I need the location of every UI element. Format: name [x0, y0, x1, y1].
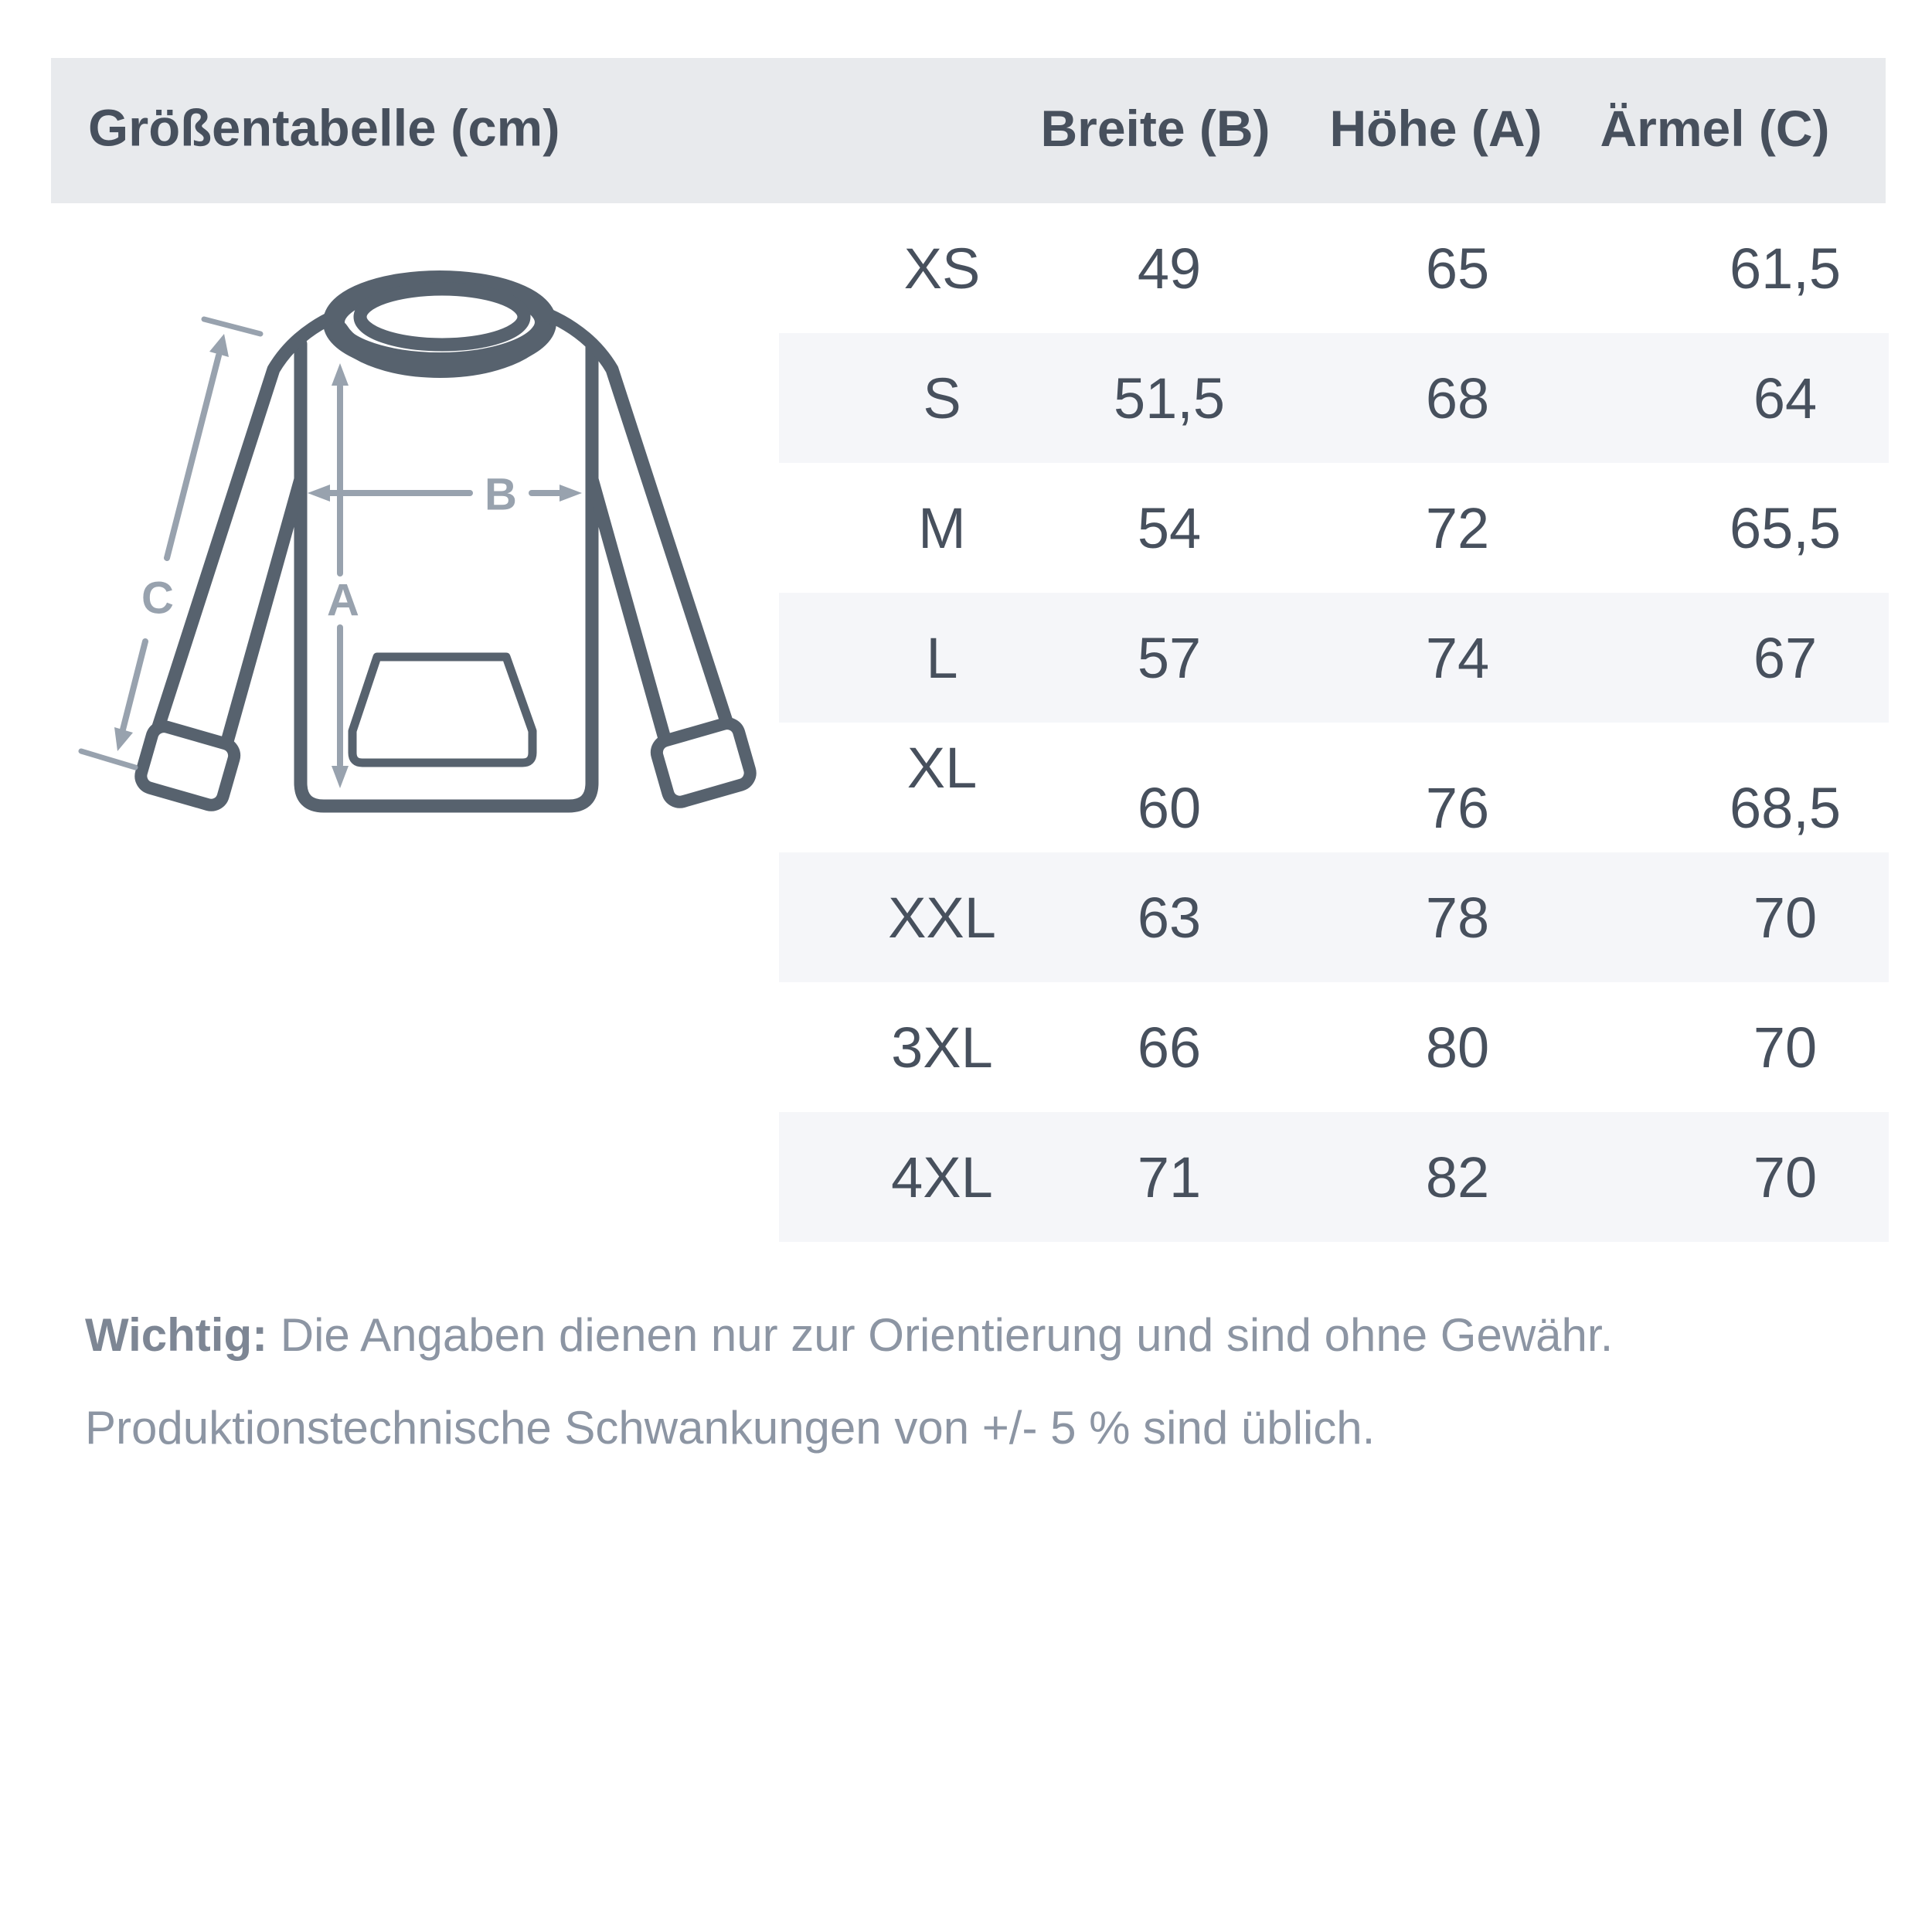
- label-hoehe-A: A: [327, 575, 359, 626]
- size-label: XXL: [888, 885, 996, 950]
- table-row: [779, 463, 1889, 593]
- aermel-value: 68,5: [1729, 775, 1842, 840]
- hoodie-outline-icon: [138, 281, 753, 808]
- table-row: [779, 982, 1889, 1112]
- hoehe-value: 68: [1425, 366, 1490, 430]
- aermel-value: 70: [1753, 885, 1818, 950]
- table-row: [779, 333, 1889, 463]
- disclaimer-line-2: [85, 1382, 1613, 1475]
- breite-value: 51,5: [1113, 366, 1226, 430]
- hoehe-value: 65: [1425, 236, 1490, 301]
- breite-value: 54: [1137, 495, 1202, 560]
- hoehe-value: 74: [1425, 625, 1490, 690]
- size-label: XL: [906, 735, 978, 800]
- size-label: 3XL: [891, 1015, 993, 1080]
- disclaimer-label: Wichtig:: [85, 1309, 268, 1361]
- table-row: [779, 723, 1889, 852]
- size-label: S: [923, 366, 961, 430]
- table-row: [779, 203, 1889, 333]
- size-label: L: [926, 625, 958, 690]
- disclaimer-note: [85, 1289, 1613, 1475]
- breite-value: 60: [1137, 775, 1202, 840]
- breite-value: 49: [1137, 236, 1202, 301]
- hoehe-value: 82: [1425, 1145, 1490, 1209]
- disclaimer-text-1: Die Angaben dienen nur zur Orientierung und sind ohne Gewähr.: [280, 1309, 1614, 1361]
- page-title: Größentabelle (cm): [88, 99, 560, 158]
- disclaimer-text-2: Produktionstechnische Schwankungen von +/- 5 % sind üblich.: [85, 1402, 1376, 1454]
- aermel-value: 67: [1753, 625, 1818, 690]
- label-aermel-C: C: [141, 573, 174, 624]
- hoehe-value: 72: [1425, 495, 1490, 560]
- column-header-aermel: Ärmel (C): [1600, 99, 1830, 157]
- hoehe-value: 80: [1425, 1015, 1490, 1080]
- label-breite-B: B: [485, 469, 517, 520]
- table-row: [779, 852, 1889, 982]
- breite-value: 71: [1137, 1145, 1202, 1209]
- disclaimer-line-1: [85, 1289, 1613, 1382]
- size-label: XS: [903, 236, 981, 301]
- breite-value: 63: [1137, 885, 1202, 950]
- table-row: [779, 593, 1889, 723]
- column-header-hoehe: Höhe (A): [1329, 99, 1543, 157]
- size-label: M: [918, 495, 966, 560]
- hoehe-value: 76: [1425, 775, 1490, 840]
- aermel-value: 61,5: [1729, 236, 1842, 301]
- aermel-value: 70: [1753, 1145, 1818, 1209]
- table-row: [779, 1112, 1889, 1242]
- size-label: 4XL: [891, 1145, 993, 1209]
- aermel-value: 70: [1753, 1015, 1818, 1080]
- size-table: [779, 203, 1889, 1242]
- aermel-value: 64: [1753, 366, 1818, 430]
- column-header-breite: Breite (B): [1040, 99, 1270, 157]
- breite-value: 57: [1137, 625, 1202, 690]
- hoehe-value: 78: [1425, 885, 1490, 950]
- breite-value: 66: [1137, 1015, 1202, 1080]
- aermel-value: 65,5: [1729, 495, 1842, 560]
